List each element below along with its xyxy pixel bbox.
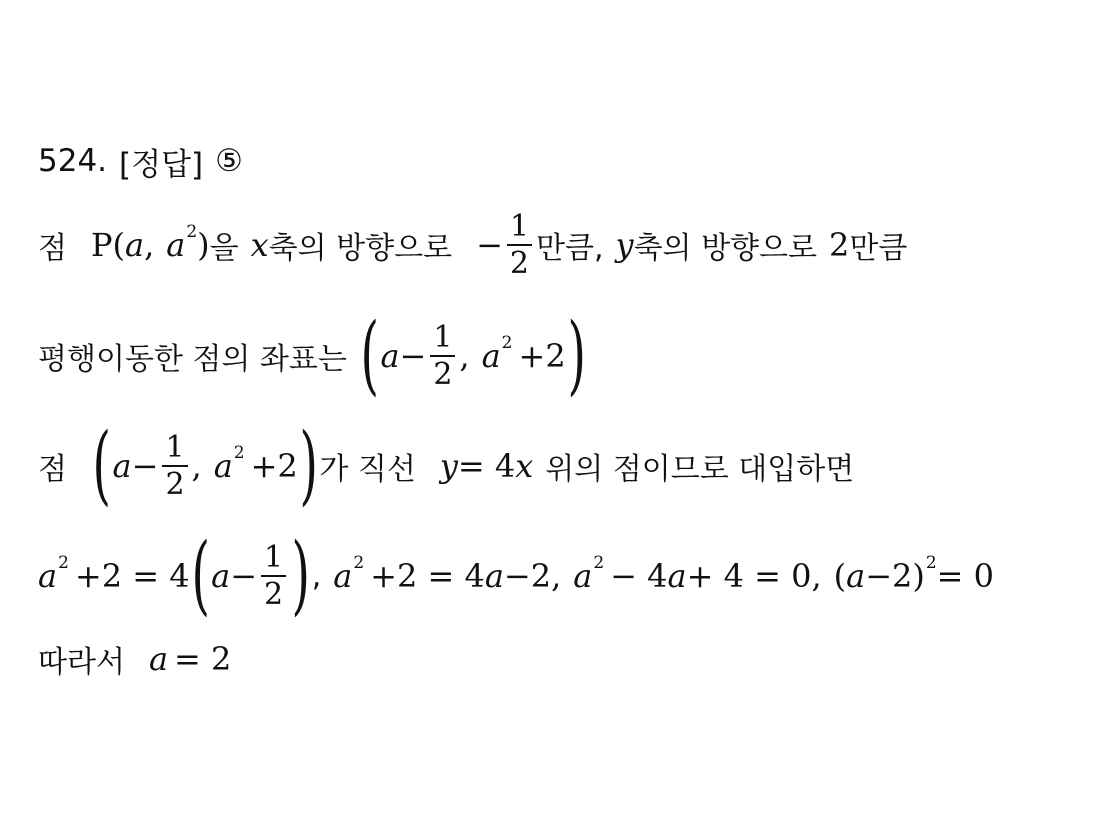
mankeum-text: 만큼 <box>849 231 908 266</box>
var-a: a <box>211 557 231 595</box>
big-open-paren: ( <box>92 415 111 516</box>
word-jeom: 점 <box>38 452 67 487</box>
fraction-one-half <box>162 429 187 502</box>
josa-eul: 을 <box>209 231 239 266</box>
minus-sign: − <box>399 337 427 375</box>
var-x: x <box>250 226 269 264</box>
big-open-paren: ( <box>360 305 379 406</box>
big-close-paren: ) <box>567 305 586 406</box>
open-paren: ( <box>833 557 847 595</box>
plus-two: +2 <box>518 337 566 375</box>
equation-text: −2, <box>503 557 562 595</box>
solution-line-1 <box>38 200 907 290</box>
plus-two: +2 <box>250 447 298 485</box>
minus-sign: − <box>131 447 159 485</box>
var-a: a <box>667 557 687 595</box>
fraction-denominator: 2 <box>509 246 529 281</box>
var-x: x <box>515 447 534 485</box>
fraction-numerator: 1 <box>509 208 529 244</box>
exponent: 2 <box>501 333 513 353</box>
comma: , <box>191 447 202 485</box>
line-text: 가 직선 <box>319 452 416 487</box>
var-a: a <box>125 226 145 264</box>
fraction-numerator: 1 <box>264 539 284 575</box>
mankeum-text: 만큼, <box>536 231 604 266</box>
var-y: y <box>439 447 458 485</box>
a-squared-base: a <box>481 337 501 375</box>
comma: , <box>459 337 470 375</box>
translated-point-text: 평행이동한 점의 좌표는 <box>38 342 347 377</box>
close-paren: ) <box>197 226 210 264</box>
minus-sign: − <box>230 557 258 595</box>
var-a: a <box>333 557 353 595</box>
var-a: a <box>380 337 400 375</box>
minus-sign: − <box>476 226 503 264</box>
exponent: 2 <box>233 443 245 463</box>
result-value: = 2 <box>174 640 232 678</box>
answer-header <box>38 138 243 184</box>
exponent: 2 <box>186 222 198 242</box>
fraction-denominator: 2 <box>165 467 185 502</box>
big-close-paren: ) <box>291 525 311 626</box>
var-a: a <box>148 640 169 678</box>
big-open-paren: ( <box>191 525 210 626</box>
axis-direction-text: 축의 방향으로 <box>268 231 453 266</box>
exponent: 2 <box>593 553 605 573</box>
a-squared-base: a <box>213 447 233 485</box>
solution-line-5 <box>38 634 231 684</box>
axis-direction-text: 축의 방향으로 <box>633 231 817 266</box>
equation-text: − 4 <box>610 557 668 595</box>
fraction-one-half <box>430 319 455 392</box>
fraction-numerator: 1 <box>165 429 185 465</box>
equation-text: −2) <box>865 557 925 595</box>
fraction-numerator: 1 <box>433 319 453 355</box>
separator: , <box>311 558 322 594</box>
fraction-one-half <box>261 539 286 612</box>
fraction-denominator: 2 <box>264 577 284 612</box>
exponent: 2 <box>353 553 365 573</box>
number-two: 2 <box>829 226 850 264</box>
var-a: a <box>573 557 593 595</box>
equation-text: +2 = 4 <box>74 557 190 595</box>
word-jeom: 점 <box>38 231 67 266</box>
equals-four: = 4 <box>457 447 516 485</box>
var-a: a <box>484 557 504 595</box>
exponent: 2 <box>58 553 69 573</box>
var-a: a <box>38 557 58 595</box>
equation-text: = 0 <box>936 557 995 595</box>
equation-text: + 4 = 0, <box>686 557 822 595</box>
fraction-denominator: 2 <box>433 357 453 392</box>
comma: , <box>144 226 155 264</box>
equation-text: +2 = 4 <box>370 557 485 595</box>
open-paren: ( <box>112 226 125 264</box>
point-name: P <box>90 226 113 264</box>
a-squared-base: a <box>166 226 186 264</box>
fraction-one-half <box>507 208 532 281</box>
therefore-text: 따라서 <box>38 645 125 680</box>
var-y: y <box>615 226 634 264</box>
solution-line-3 <box>38 415 855 516</box>
big-close-paren: ) <box>299 415 318 516</box>
var-a: a <box>112 447 132 485</box>
substitute-text: 위의 점이므로 대입하면 <box>545 452 855 487</box>
solution-line-4 <box>38 525 995 626</box>
answer-choice: ⑤ <box>215 143 243 179</box>
exponent: 2 <box>925 553 937 573</box>
var-a: a <box>846 557 866 595</box>
solution-line-2 <box>38 305 587 406</box>
answer-label: [정답] <box>119 146 204 183</box>
problem-number: 524. <box>38 143 108 179</box>
